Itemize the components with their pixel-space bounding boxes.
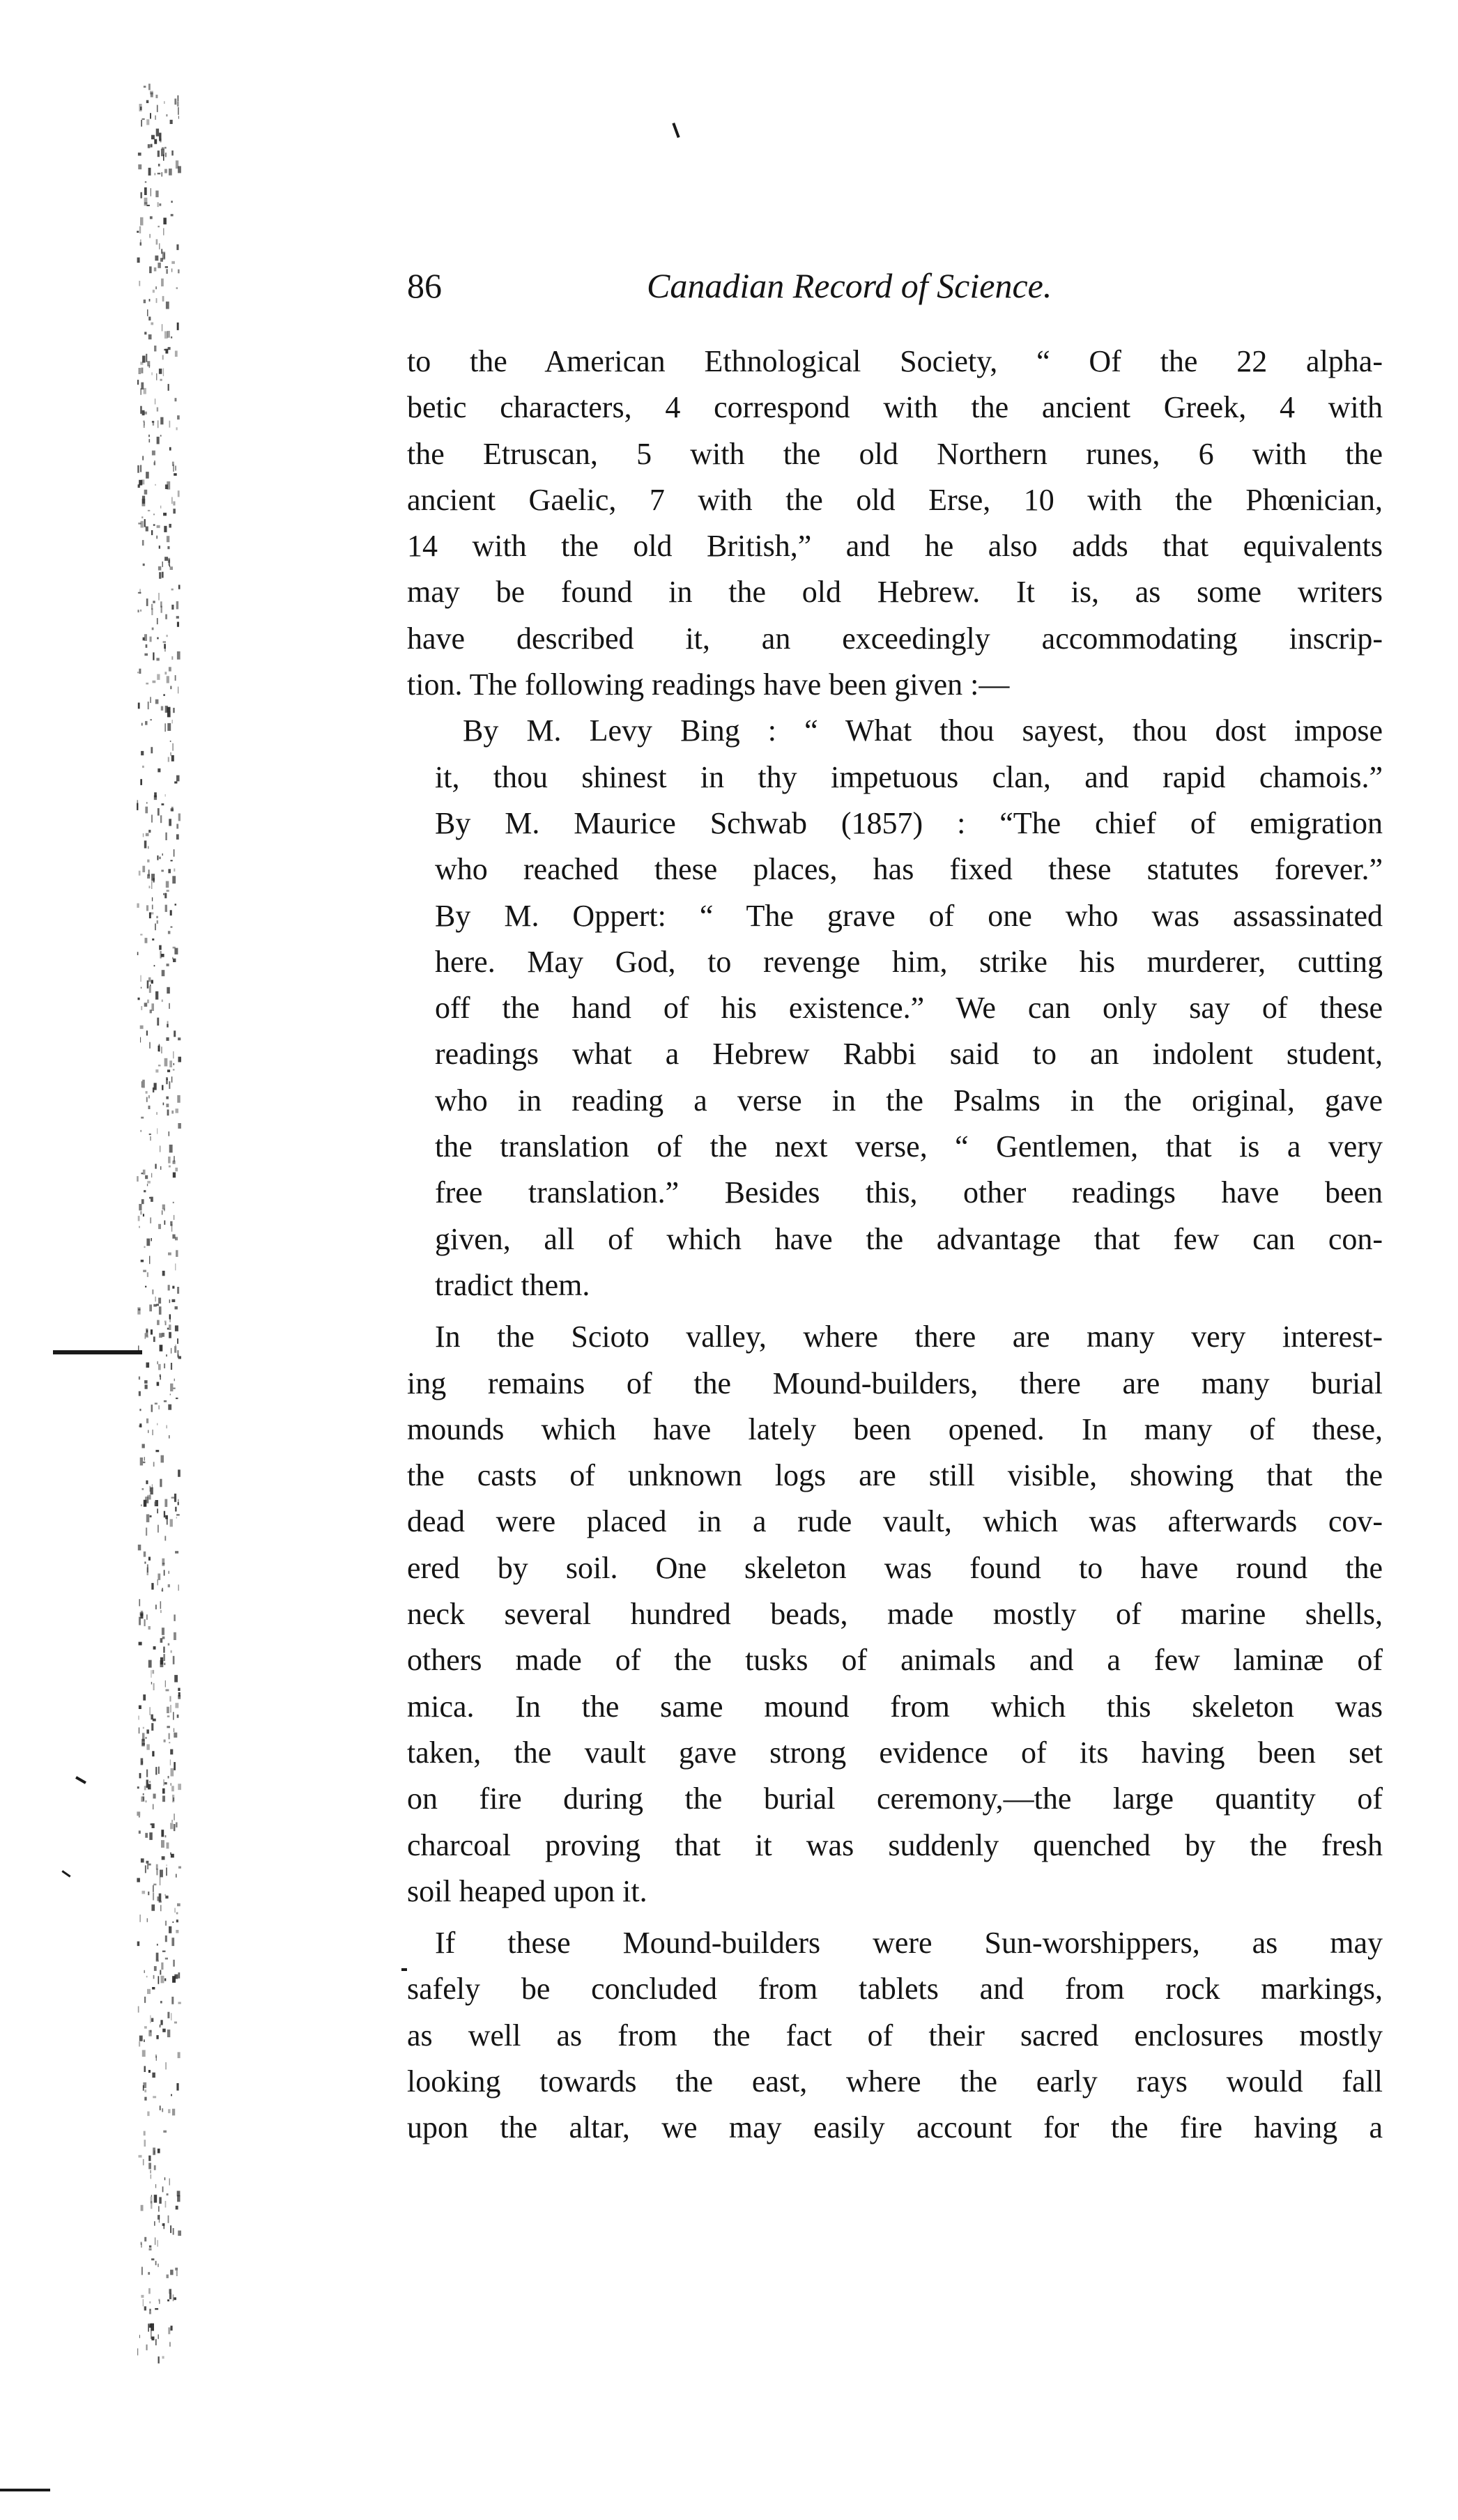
text-line: If these Mound-builders were Sun-worshippers, as may <box>435 1926 1383 1961</box>
paragraph <box>407 339 1383 708</box>
text-line: others made of the tusks of animals and a few laminæ of <box>407 1643 1383 1678</box>
text-line: off the hand of his existence.” We can only say of these <box>435 991 1383 1026</box>
text-line: here. May God, to revenge him, strike his murderer, cutting <box>435 944 1383 979</box>
text-line: In the Scioto valley, where there are many very interest- <box>435 1320 1383 1354</box>
text-line: dead were placed in a rude vault, which was afterwards cov- <box>407 1504 1383 1539</box>
text-line: the Etruscan, 5 with the old Northern runes, 6 with the <box>407 436 1383 471</box>
margin-dash-mark <box>0 2489 50 2491</box>
text-line: charcoal proving that it was suddenly quenched by the fresh <box>407 1827 1383 1862</box>
margin-dash-mark <box>53 1350 142 1354</box>
text-line: ered by soil. One skeleton was found to have round the <box>407 1550 1383 1585</box>
body-text <box>407 339 1383 2151</box>
text-line: 14 with the old British,” and he also adds that equivalents <box>407 529 1383 564</box>
text-line: have described it, an exceedingly accommodating inscrip- <box>407 621 1383 656</box>
text-line: betic characters, 4 correspond with the ancient Greek, 4 with <box>407 390 1383 425</box>
text-line: tion. The following readings have been given :— <box>407 667 1010 702</box>
text-line: readings what a Hebrew Rabbi said to an indolent student, <box>435 1037 1383 1072</box>
margin-tick-mark <box>401 1968 407 1971</box>
text-line: who reached these places, has fixed these statutes forever.” <box>435 852 1383 887</box>
text-line: may be found in the old Hebrew. It is, as some writers <box>407 575 1383 610</box>
running-title: Canadian Record of Science. <box>647 266 1052 305</box>
text-line: neck several hundred beads, made mostly of marine shells, <box>407 1597 1383 1632</box>
text-line: the casts of unknown logs are still visible, showing that the <box>407 1458 1383 1493</box>
text-line: given, all of which have the advantage that few can con- <box>435 1221 1383 1256</box>
text-line: free translation.” Besides this, other readings have been <box>435 1175 1383 1210</box>
text-line: looking towards the east, where the early rays would fall <box>407 2064 1383 2098</box>
paragraph <box>407 1314 1383 1915</box>
margin-tick-mark <box>672 123 680 138</box>
text-line: ancient Gaelic, 7 with the old Erse, 10 with the Phœnician, <box>407 482 1383 517</box>
paragraph <box>407 708 1383 1308</box>
text-line: the translation of the next verse, “ Gentlemen, that is a very <box>435 1129 1383 1164</box>
text-line: soil heaped upon it. <box>407 1873 647 1908</box>
text-line: on fire during the burial ceremony,—the large quantity of <box>407 1781 1383 1816</box>
margin-tick-mark <box>61 1870 70 1877</box>
page-number: 86 <box>407 266 442 305</box>
text-line: tradict them. <box>435 1267 590 1302</box>
text-line: safely be concluded from tablets and from rock markings, <box>407 1972 1383 2007</box>
text-line: as well as from the fact of their sacred enclosures mostly <box>407 2018 1383 2053</box>
text-line: to the American Ethnological Society, “ Of the 22 alpha- <box>407 344 1383 378</box>
text-line: taken, the vault gave strong evidence of its having been set <box>407 1735 1383 1770</box>
margin-tick-mark <box>75 1776 86 1784</box>
text-line: who in reading a verse in the Psalms in the original, gave <box>435 1083 1383 1118</box>
text-line: it, thou shinest in thy impetuous clan, and rapid chamois.” <box>435 759 1383 794</box>
binding-gutter-artifact <box>137 84 181 2369</box>
text-line: upon the altar, we may easily account for the fire having a <box>407 2110 1383 2145</box>
text-line: mica. In the same mound from which this skeleton was <box>407 1689 1383 1724</box>
text-line: By M. Levy Bing : “ What thou sayest, thou dost impose <box>463 713 1383 748</box>
paragraph <box>407 1920 1383 2151</box>
text-line: mounds which have lately been opened. In many of these, <box>407 1412 1383 1446</box>
text-line: ing remains of the Mound-builders, there are many burial <box>407 1366 1383 1400</box>
gutter-speckle-graphic <box>137 84 181 2369</box>
text-line: By M. Maurice Schwab (1857) : “The chief of emigration <box>435 805 1383 840</box>
running-header <box>407 258 1383 314</box>
text-line: By M. Oppert: “ The grave of one who was assassinated <box>435 898 1383 933</box>
